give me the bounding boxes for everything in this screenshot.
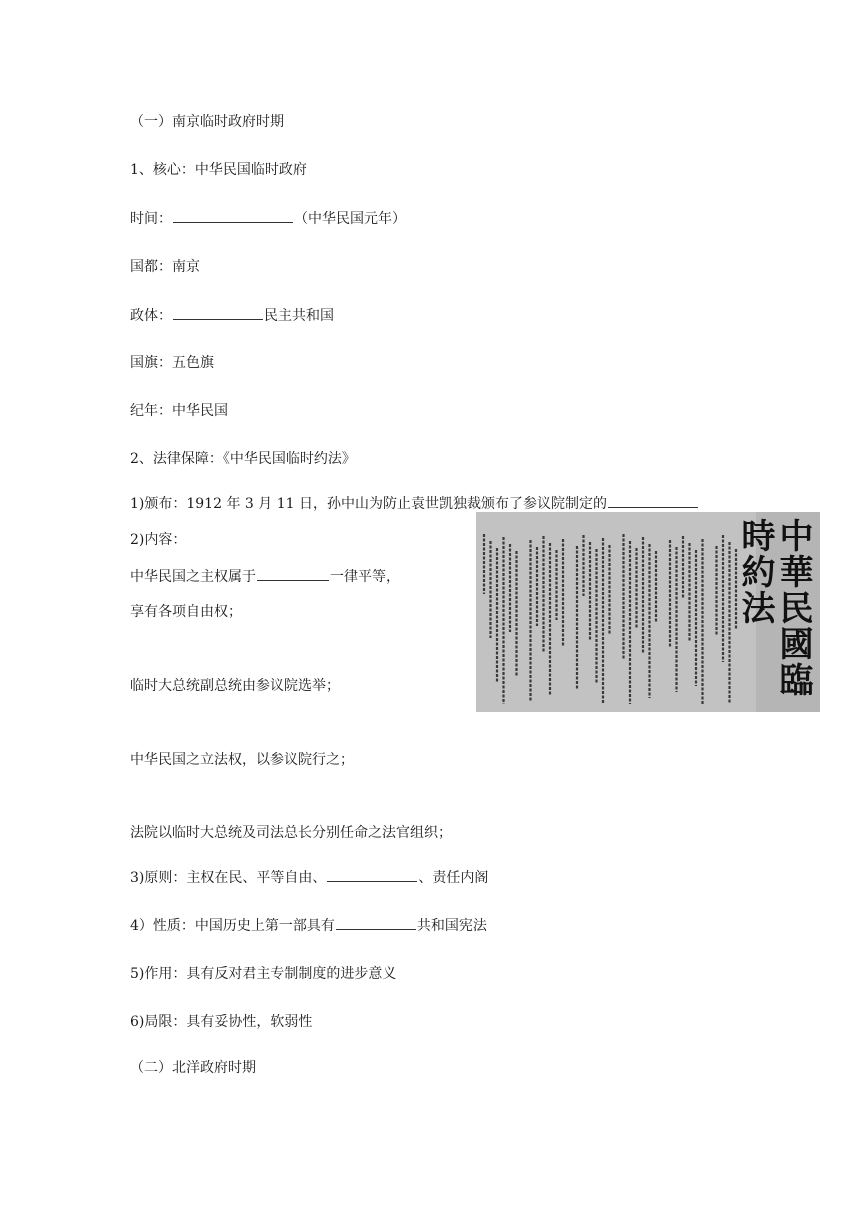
content-label: 2)内容： — [130, 532, 187, 548]
document-title-glyphs: 中華民國臨時約法 — [735, 518, 813, 698]
content-1-prefix: 中华民国之主权属于 — [130, 569, 256, 585]
nature-prefix: 4）性质：中国历史上第一部具有 — [130, 918, 335, 934]
content-1-blank[interactable] — [257, 566, 329, 581]
regime-line — [130, 305, 334, 326]
capital-line: 国都：南京 — [130, 259, 200, 275]
regime-suffix: 民主共和国 — [264, 308, 334, 324]
time-blank[interactable] — [173, 208, 293, 223]
principle-blank[interactable] — [327, 867, 417, 882]
promulgation-text: 1)颁布：1912 年 3 月 11 日，孙中山为防止袁世凯独裁颁布了参议院制定的 — [130, 496, 607, 512]
content-4-line: 中华民国之立法权，以参议院行之； — [130, 752, 354, 768]
section-1-title: （一）南京临时政府时期 — [130, 114, 284, 130]
nature-line — [130, 915, 487, 936]
calendar-line: 纪年：中华民国 — [130, 403, 228, 419]
principle-suffix: 、责任内阁 — [418, 870, 489, 886]
content-1-line — [130, 566, 400, 587]
content-1-suffix: 一律平等， — [330, 569, 400, 585]
nature-blank[interactable] — [336, 915, 416, 930]
content-5-line: 法院以临时大总统及司法总长分别任命之法官组织； — [130, 825, 452, 841]
effect-line: 5)作用：具有反对君主专制制度的进步意义 — [130, 966, 397, 982]
principle-line — [130, 867, 488, 888]
time-line — [130, 208, 406, 229]
nature-suffix: 共和国宪法 — [416, 918, 487, 934]
law-heading: 2、法律保障：《中华民国临时约法》 — [130, 451, 356, 467]
limit-line: 6)局限：具有妥协性，软弱性 — [130, 1014, 313, 1030]
content-2-line: 享有各项自由权； — [130, 604, 242, 620]
constitution-document-image — [476, 512, 820, 712]
section-2-title: （二）北洋政府时期 — [130, 1060, 256, 1076]
regime-label: 政体： — [130, 308, 172, 324]
time-suffix: （中华民国元年） — [294, 211, 406, 227]
flag-line: 国旗：五色旗 — [130, 355, 214, 371]
time-label: 时间： — [130, 211, 172, 227]
regime-blank[interactable] — [173, 305, 263, 320]
promulgation-blank[interactable] — [608, 493, 698, 508]
core-heading: 1、核心：中华民国临时政府 — [130, 162, 307, 178]
promulgation-line — [130, 493, 699, 514]
content-3-line: 临时大总统副总统由参议院选举； — [130, 678, 340, 694]
principle-prefix: 3)原则：主权在民、平等自由、 — [130, 870, 327, 886]
